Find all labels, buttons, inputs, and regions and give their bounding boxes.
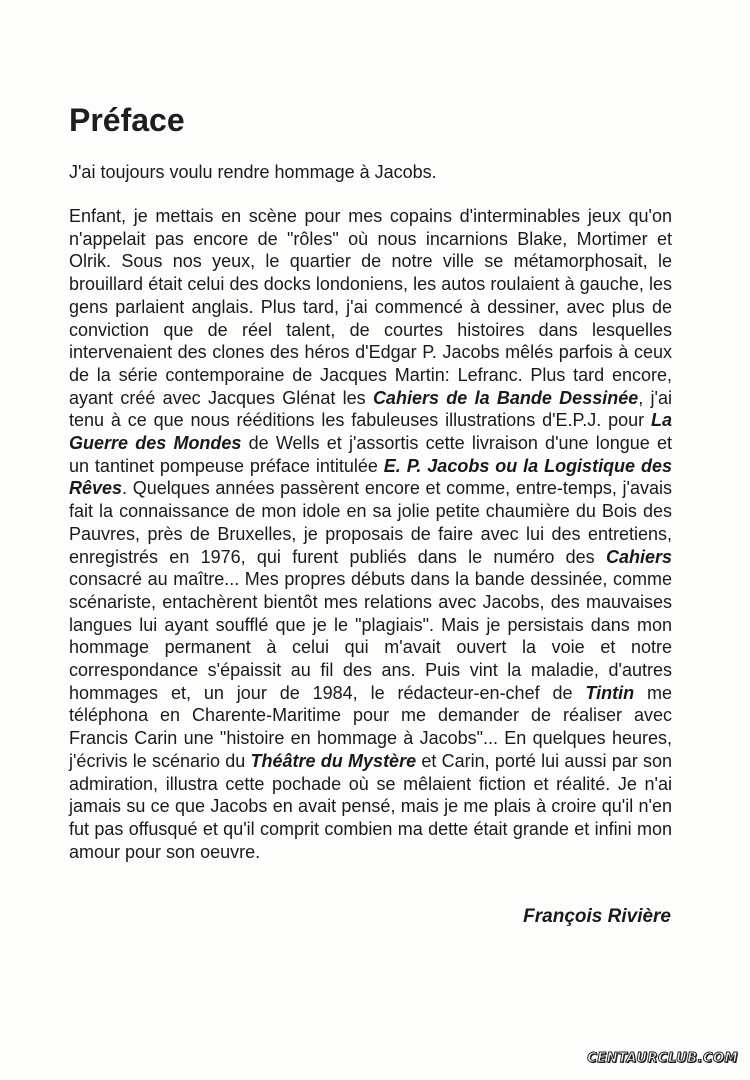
body-text-segment: Enfant, je mettais en scène pour mes copains d'interminables jeux qu'on n'appelait pas encore de "rôles" où nous incarnions Blake, Mortimer et Olrik. Sous nos yeux, le quartier de notre ville se métamorphosait, le brouillard était celui des docks londoniens, les autos roulaient à gauche, les gens parlaient anglais. Plus tard, j'ai commencé à dessiner, avec plus de conviction que de réel talent, de courtes histoires dans lesquelles intervenaient des clones des héros d'Edgar P. Jacobs mêlés parfois à ceux de la série contemporaine de Jacques Martin: Lefranc. Plus tard encore, ayant créé avec Jacques Glénat les	[69, 206, 672, 408]
body-text-segment: me téléphona en Charente-Maritime pour me demander de réaliser avec Francis Carin une "histoire en hommage à Jacobs"... En quelques heures, j'écrivis le scénario du	[69, 682, 672, 771]
emphasis-cahiers: Cahiers	[605, 546, 672, 567]
body-text-segment: consacré au maître... Mes propres débuts dans la bande dessinée, comme scénariste, entachèrent bientôt mes relations avec Jacobs, des mauvaises langues lui ayant soufflé que je le "plagiais". Mais je persistais dans mon hommage permanent à celui qui m'avait ouvert la voie et notre correspondance s'épaissit au fil des ans. Puis vint la maladie, d'autres hommages et, un jour de 1984, le rédacteur-en-chef de	[69, 569, 672, 703]
emphasis-logistique-des-reves: E. P. Jacobs ou la Logistique des Rêves	[69, 455, 672, 499]
body-text-segment: de Wells et j'assortis cette livraison d'une longue et un tantinet pompeuse préface intitulée	[69, 433, 672, 476]
site-watermark: CENTAURCLUB.COM	[587, 1051, 738, 1066]
body-text-segment: , j'ai tenu à ce que nous rééditions les fabuleuses illustrations d'E.P.J. pour	[69, 387, 672, 431]
body-text-segment: et Carin, porté lui aussi par son admiration, illustra cette pochade où se mêlaient fiction et réalité. Je n'ai jamais su ce que Jacobs en avait pensé, mais je me plais à croire qu'il n'en fut pas offusqué et qu'il comprit combien ma dette était grande et infini mon amour pour son oeuvre.	[69, 750, 672, 862]
emphasis-guerre-des-mondes: La Guerre des Mondes	[69, 410, 672, 454]
body-paragraph	[69, 205, 672, 863]
intro-paragraph: J'ai toujours voulu rendre hommage à Jacobs.	[69, 162, 437, 182]
body-text-segment: . Quelques années passèrent encore et comme, entre-temps, j'avais fait la connaissance de mon idole en sa jolie petite chaumière du Bois des Pauvres, près de Bruxelles, je proposais de faire avec lui des entretiens, enregistrés en 1976, qui furent publiés dans le numéro des	[69, 478, 672, 567]
emphasis-cahiers-bd: Cahiers de la Bande Dessinée	[372, 387, 639, 408]
author-signature: François Rivière	[523, 906, 671, 927]
emphasis-theatre-du-mystere: Théâtre du Mystère	[250, 750, 417, 771]
emphasis-tintin: Tintin	[585, 682, 635, 703]
page-title: Préface	[69, 102, 185, 138]
